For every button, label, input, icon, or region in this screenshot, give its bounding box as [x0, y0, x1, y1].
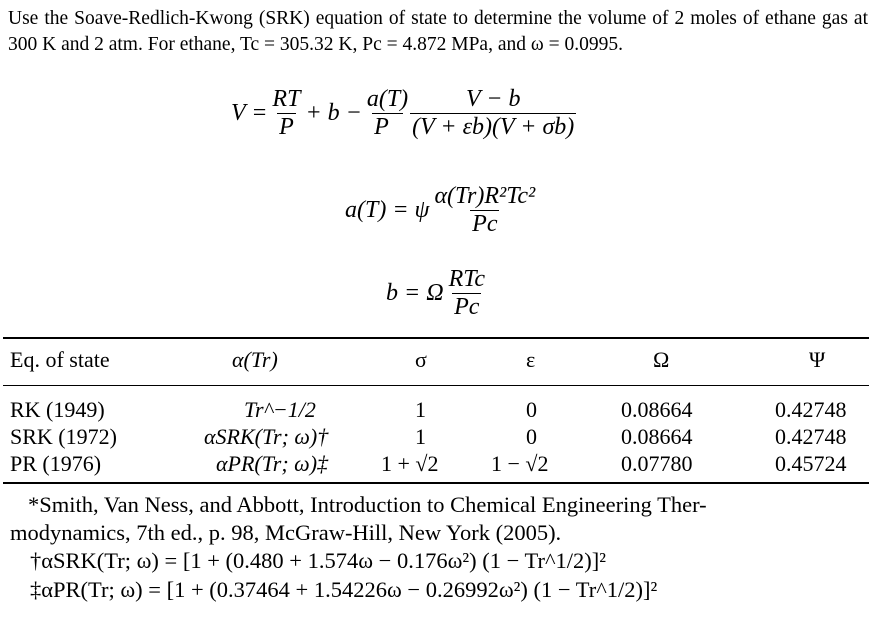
- b-equation: [383, 266, 487, 321]
- eq1-term3: [410, 86, 576, 141]
- header-eq-of-state: Eq. of state: [10, 347, 110, 372]
- eq1-term2-denominator: P: [372, 113, 403, 141]
- footnote-srk-alpha: †αSRK(Tr; ω) = [1 + (0.480 + 1.574ω − 0.176ω²) (1 − Tr^1/2)]²: [30, 548, 607, 573]
- row-srk-psi: 0.42748: [775, 424, 847, 449]
- row-pr-sigma: 1 + √2: [381, 451, 439, 476]
- a-of-t-equation: [342, 183, 537, 238]
- table-top-rule: [3, 337, 869, 339]
- row-srk-sigma: 1: [415, 424, 426, 449]
- srk-volume-equation: [228, 86, 576, 141]
- row-srk-name: SRK (1972): [10, 424, 117, 449]
- row-pr-omega: 0.07780: [621, 451, 693, 476]
- eq1-term1: [270, 86, 302, 141]
- table-header-rule: [3, 385, 869, 386]
- row-rk-name: RK (1949): [10, 397, 105, 422]
- header-sigma: σ: [415, 347, 427, 372]
- problem-statement: Use the Soave-Redlich-Kwong (SRK) equation of state to determine the volume of 2 moles of ethane gas at 300 K and 2 atm. For ethane, Tc = 305.32 K, Pc = 4.872 MPa, and ω = 0.0995.: [8, 8, 868, 55]
- eq1-term2-numerator: a(T): [366, 86, 409, 112]
- table-bottom-rule: [3, 482, 869, 484]
- row-srk-omega: 0.08664: [621, 424, 693, 449]
- eq1-term3-numerator: V − b: [466, 86, 521, 112]
- eq1-term1-denominator: P: [279, 114, 294, 140]
- row-rk-omega: 0.08664: [621, 397, 693, 422]
- eq1-term3-denominator: (V + εb)(V + σb): [412, 114, 575, 140]
- header-omega: Ω: [653, 347, 670, 372]
- footnote-pr-alpha: ‡αPR(Tr; ω) = [1 + (0.37464 + 1.54226ω − 0.26992ω²) (1 − Tr^1/2)]²: [30, 577, 658, 602]
- row-pr-epsilon: 1 − √2: [491, 451, 549, 476]
- row-rk-alpha: Tr^−1/2: [244, 397, 316, 422]
- row-rk-sigma: 1: [415, 397, 426, 422]
- reference-line-1: *Smith, Van Ness, and Abbott, Introduction to Chemical Engineering Ther-: [28, 492, 707, 517]
- header-epsilon: ε: [526, 347, 536, 372]
- row-srk-alpha: αSRK(Tr; ω)†: [204, 424, 329, 449]
- row-rk-epsilon: 0: [526, 397, 537, 422]
- eq1-lhs: V =: [231, 100, 268, 126]
- eq1-term2: [365, 86, 410, 141]
- eq2-numerator: α(Tr)R²Tc²: [434, 183, 536, 209]
- eq3-fraction: [447, 266, 487, 321]
- row-pr-alpha: αPR(Tr; ω)‡: [216, 451, 329, 476]
- eq2-denominator: Pc: [472, 211, 498, 237]
- eq1-term1-numerator: RT: [272, 86, 301, 112]
- eq3-lhs: b = Ω: [386, 280, 444, 306]
- eq3-denominator: Pc: [454, 294, 480, 320]
- row-srk-epsilon: 0: [526, 424, 537, 449]
- eq1-plus-b: + b −: [305, 100, 362, 126]
- header-psi: Ψ: [809, 347, 826, 372]
- row-rk-psi: 0.42748: [775, 397, 847, 422]
- row-pr-name: PR (1976): [10, 451, 102, 476]
- row-pr-psi: 0.45724: [775, 451, 847, 476]
- eq2-fraction: [432, 183, 537, 238]
- header-alpha: α(Tr): [232, 347, 278, 372]
- reference-line-2: modynamics, 7th ed., p. 98, McGraw-Hill, New York (2005).: [10, 520, 562, 545]
- eq3-numerator: RTc: [448, 266, 486, 292]
- eq2-lhs: a(T) = ψ: [345, 197, 430, 223]
